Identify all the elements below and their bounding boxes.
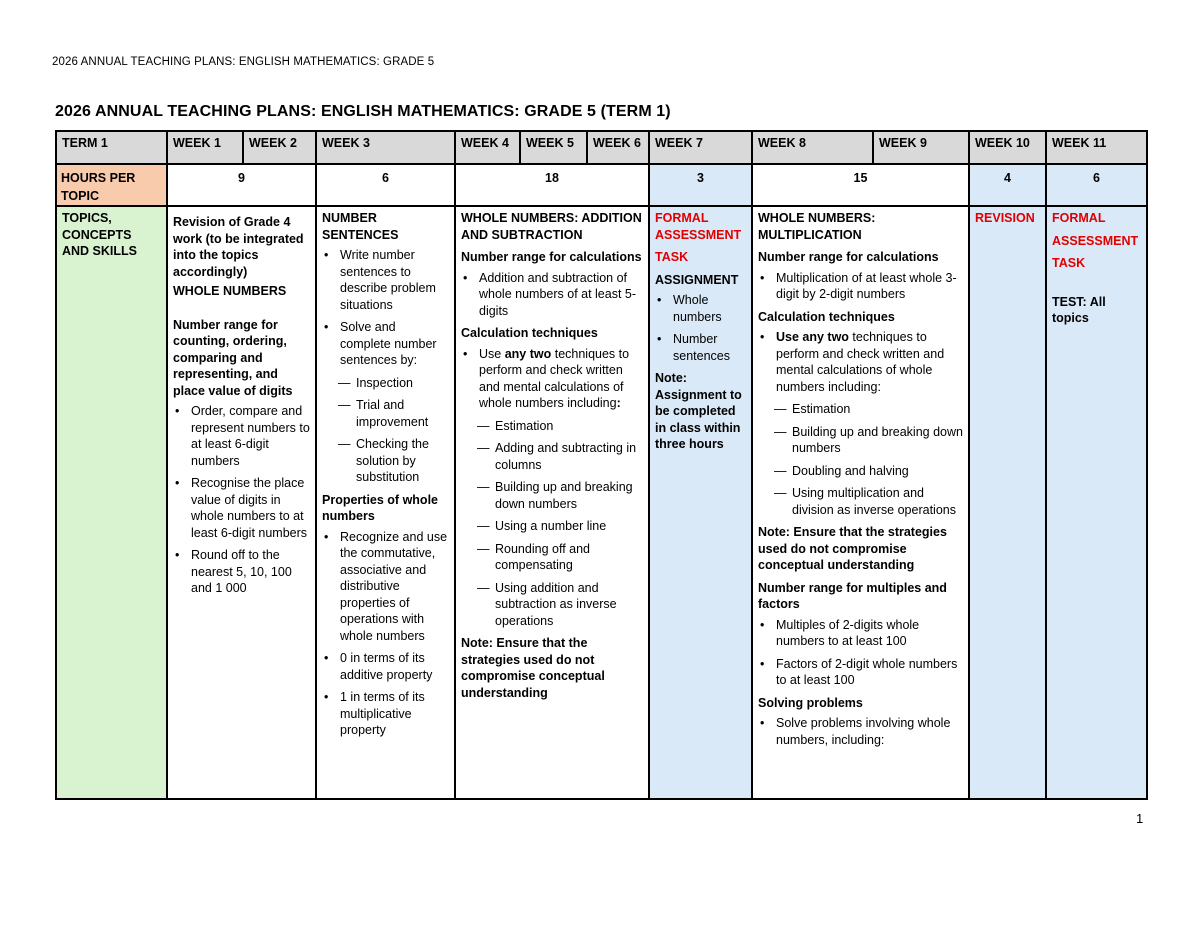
- hours-label: HOURS PER TOPIC: [56, 164, 167, 206]
- range-bullets: [758, 270, 963, 303]
- topics-weeks-4-6: [455, 206, 649, 799]
- list-item: • Number sentences: [655, 331, 746, 364]
- hours-week-11: 6: [1046, 164, 1147, 206]
- hours-weeks-8-9: 15: [752, 164, 969, 206]
- list-item: • Multiplication of at least whole 3-digit by 2-digit numbers: [758, 270, 963, 303]
- hours-week-10: 4: [969, 164, 1046, 206]
- number-range-heading: Number range for counting, ordering, comparing and representing, and place value of digits: [173, 317, 293, 398]
- multiples-factors-bullets: [758, 617, 963, 689]
- strategy-note: Note: Ensure that the strategies used do not compromise conceptual understanding: [461, 636, 605, 700]
- solving-problems-bullets: [758, 715, 963, 748]
- list-item: [461, 346, 643, 412]
- calc-text-bold: any two: [504, 346, 552, 361]
- solving-problems-heading: Solving problems: [758, 695, 863, 710]
- calc-text-post: techniques to perform and check written and mental calculations of whole numbers including:: [776, 330, 945, 394]
- list-item: • Round off to the nearest 5, 10, 100 and 1 000: [173, 547, 310, 597]
- formal-label: FORMAL: [655, 211, 709, 225]
- calculation-techniques-heading: Calculation techniques: [758, 309, 895, 324]
- calc-text-pre: Use: [479, 346, 505, 361]
- list-item: — Checking the solution by substitution: [338, 436, 449, 486]
- list-item: [758, 329, 963, 395]
- col-header-week-3: WEEK 3: [316, 131, 455, 164]
- list-item: • Factors of 2-digit whole numbers to at least 100: [758, 656, 963, 689]
- number-sentences-heading: NUMBER SENTENCES: [322, 211, 399, 242]
- addition-subtraction-heading: WHOLE NUMBERS: ADDITION AND SUBTRACTION: [461, 211, 642, 242]
- list-item: • Multiples of 2-digits whole numbers to at least 100: [758, 617, 963, 650]
- running-header: 2026 ANNUAL TEACHING PLANS: ENGLISH MATHEMATICS: GRADE 5: [52, 56, 435, 68]
- topics-weeks-1-2: [167, 206, 316, 799]
- list-item: • Whole numbers: [655, 292, 746, 325]
- revision-intro: Revision of Grade 4 work (to be integrated into the topics accordingly): [173, 215, 304, 279]
- col-header-week-10: WEEK 10: [969, 131, 1046, 164]
- list-item: • Order, compare and represent numbers to at least 6-digit numbers: [173, 403, 310, 469]
- col-header-week-8: WEEK 8: [752, 131, 873, 164]
- topics-week-10: [969, 206, 1046, 799]
- properties-bullets: [322, 529, 449, 739]
- col-header-week-4: WEEK 4: [455, 131, 520, 164]
- week-1-2-bullets: [173, 403, 310, 597]
- calculation-techniques-heading: Calculation techniques: [461, 326, 598, 340]
- calc-text-colon: :: [616, 396, 621, 410]
- list-item: — Estimation: [477, 418, 643, 435]
- assignment-bullets: [655, 292, 746, 364]
- properties-heading: Properties of whole numbers: [322, 492, 438, 523]
- list-item: — Doubling and halving: [774, 463, 963, 480]
- teaching-plan-table: [55, 130, 1148, 800]
- list-item: — Building up and breaking down numbers: [774, 424, 963, 457]
- calc-text-post: techniques to perform and check written and mental calculations of whole numbers including: [479, 346, 630, 410]
- topics-week-7: [649, 206, 752, 799]
- list-item: — Building up and breaking down numbers: [477, 479, 643, 512]
- list-item: — Using a number line: [477, 518, 643, 535]
- range-bullets: [461, 270, 643, 320]
- document-title: 2026 ANNUAL TEACHING PLANS: ENGLISH MATHEMATICS: GRADE 5 (TERM 1): [55, 103, 671, 120]
- col-header-week-1: WEEK 1: [167, 131, 243, 164]
- techniques-list: [477, 418, 643, 630]
- calculation-bullets: [461, 346, 643, 412]
- col-header-week-9: WEEK 9: [873, 131, 969, 164]
- header-row: [56, 131, 1147, 164]
- topics-week-11: [1046, 206, 1147, 799]
- list-item: • Recognize and use the commutative, associative and distributive properties of operations with whole numbers: [322, 529, 449, 645]
- col-header-week-2: WEEK 2: [243, 131, 316, 164]
- list-item: — Trial and improvement: [338, 397, 449, 430]
- list-item: — Adding and subtracting in columns: [477, 440, 643, 473]
- number-range-heading: Number range for calculations: [758, 250, 939, 264]
- calc-text-bold: Use any two: [776, 330, 849, 344]
- topics-weeks-8-9: [752, 206, 969, 799]
- list-item: • Solve problems involving whole numbers, including:: [758, 715, 963, 748]
- list-item: — Using multiplication and division as inverse operations: [774, 485, 963, 518]
- list-item: — Estimation: [774, 401, 963, 418]
- multiples-factors-heading: Number range for multiples and factors: [758, 580, 947, 611]
- col-header-week-7: WEEK 7: [649, 131, 752, 164]
- hours-weeks-1-2: 9: [167, 164, 316, 206]
- col-header-term: TERM 1: [56, 131, 167, 164]
- assignment-heading: ASSIGNMENT: [655, 272, 739, 287]
- assessment-label: ASSESSMENT: [655, 227, 742, 242]
- strategy-note: Note: Ensure that the strategies used do not compromise conceptual understanding: [758, 525, 947, 572]
- test-label: TEST: All topics: [1052, 294, 1106, 325]
- list-item: • 0 in terms of its additive property: [322, 650, 449, 683]
- list-item: — Rounding off and compensating: [477, 541, 643, 574]
- hours-week-3: 6: [316, 164, 455, 206]
- calculation-bullets: [758, 329, 963, 395]
- number-range-heading: Number range for calculations: [461, 250, 642, 264]
- list-item: • Addition and subtraction of whole numbers of at least 5-digits: [461, 270, 643, 320]
- assessment-label: ASSESSMENT: [1052, 233, 1139, 248]
- number-sentences-bullets: [322, 247, 449, 369]
- hours-row: [56, 164, 1147, 206]
- hours-weeks-4-6: 18: [455, 164, 649, 206]
- list-item: — Using addition and subtraction as inverse operations: [477, 580, 643, 630]
- list-item: • 1 in terms of its multiplicative property: [322, 689, 449, 739]
- col-header-week-5: WEEK 5: [520, 131, 587, 164]
- list-item: • Solve and complete number sentences by:: [322, 319, 449, 369]
- topics-label: TOPICS, CONCEPTS AND SKILLS: [56, 206, 167, 799]
- techniques-list: [774, 401, 963, 518]
- col-header-week-6: WEEK 6: [587, 131, 649, 164]
- list-item: • Recognise the place value of digits in whole numbers to at least 6-digit numbers: [173, 475, 310, 541]
- solve-methods-list: [338, 375, 449, 486]
- task-label: TASK: [655, 250, 689, 264]
- topics-week-3: [316, 206, 455, 799]
- revision-label: REVISION: [975, 211, 1035, 225]
- hours-week-7: 3: [649, 164, 752, 206]
- assignment-note: Note: Assignment to be completed in class within three hours: [655, 371, 742, 451]
- whole-numbers-heading: WHOLE NUMBERS: [173, 284, 287, 298]
- multiplication-heading: WHOLE NUMBERS: MULTIPLICATION: [758, 211, 876, 242]
- page-number: 1: [1136, 811, 1144, 826]
- topics-row: [56, 206, 1147, 799]
- list-item: • Write number sentences to describe problem situations: [322, 247, 449, 313]
- list-item: — Inspection: [338, 375, 449, 392]
- task-label: TASK: [1052, 256, 1086, 270]
- col-header-week-11: WEEK 11: [1046, 131, 1147, 164]
- formal-label: FORMAL: [1052, 211, 1106, 225]
